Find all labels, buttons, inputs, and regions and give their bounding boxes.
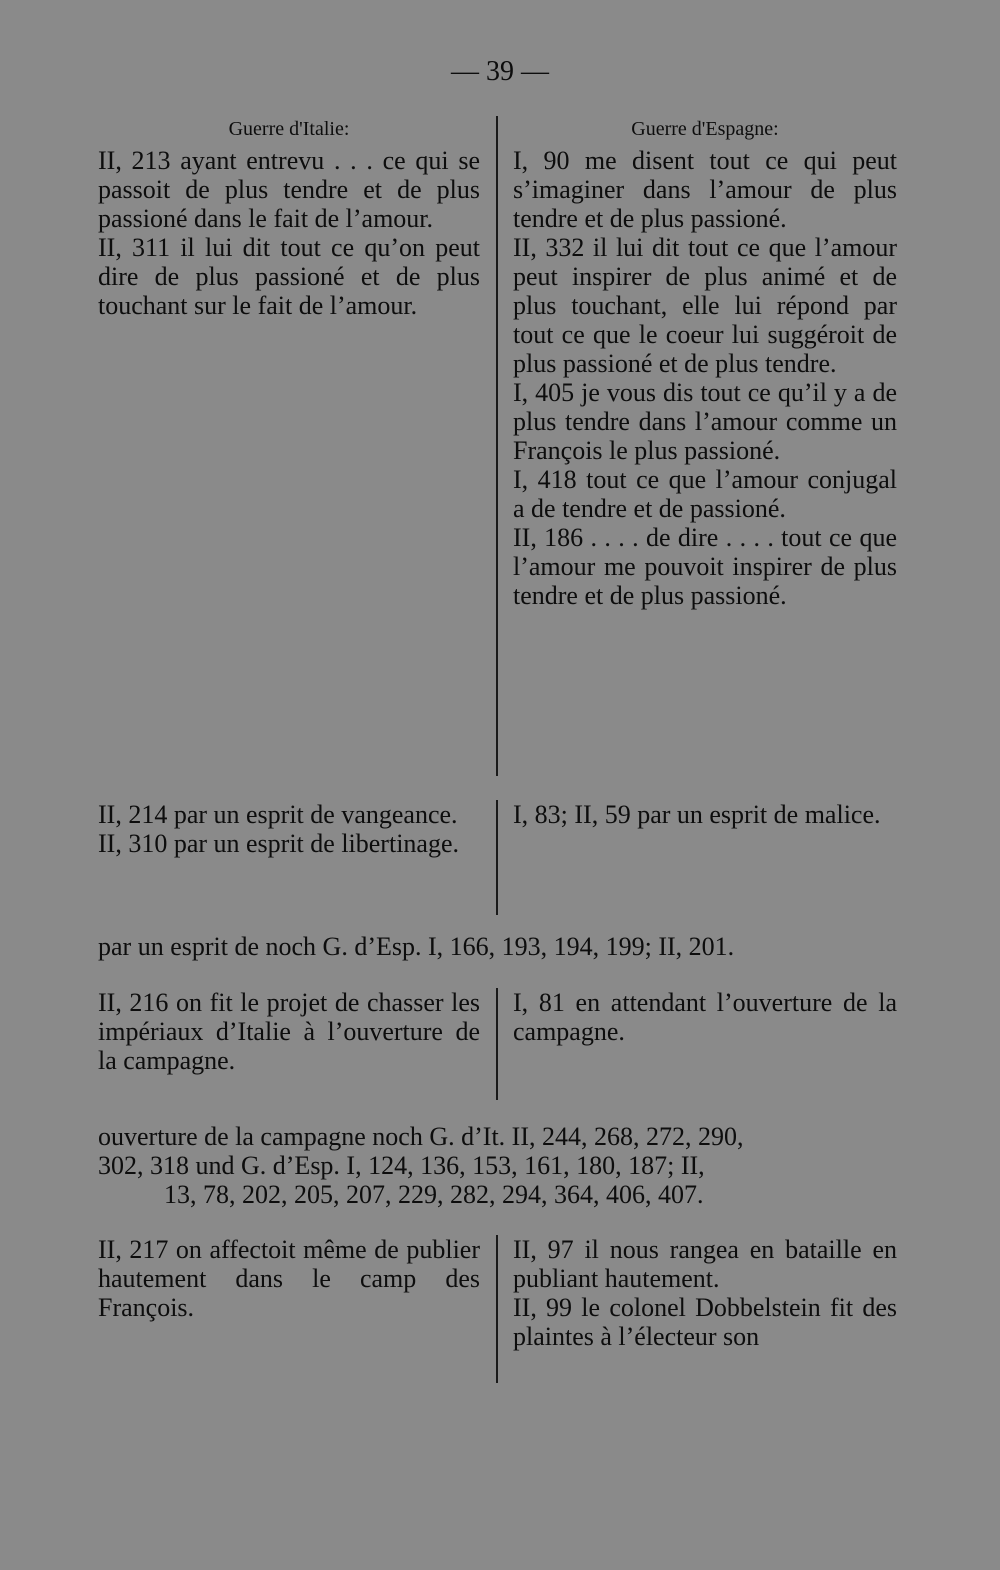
entry: I, 81 en attendant l’ouverture de la campagne.: [513, 988, 897, 1046]
right-column: [513, 1235, 897, 1351]
right-column: [513, 116, 897, 610]
column-heading-italie: Guerre d'Italie:: [228, 118, 350, 140]
note-line: 302, 318 und G. d’Esp. I, 124, 136, 153, 161, 180, 187; II,: [98, 1151, 705, 1180]
right-column: [513, 800, 897, 829]
entry: II, 311 il lui dit tout ce qu’on peut dire de plus passioné et de plus touchant sur le fait de l’amour.: [98, 233, 480, 320]
entry: I, 418 tout ce que l’amour conjugal a de tendre et de passioné.: [513, 465, 897, 523]
right-column: [513, 988, 897, 1046]
page-number: — 39 —: [451, 56, 549, 87]
entry: II, 214 par un esprit de vangeance.: [98, 800, 458, 829]
left-column: [98, 800, 480, 858]
section-publier: [98, 1235, 898, 1383]
column-divider: [496, 988, 498, 1100]
entry: II, 99 le colonel Dobbelstein fit des plaintes à l’électeur son: [513, 1293, 897, 1351]
section-esprit: [98, 800, 898, 915]
entry: II, 213 ayant entrevu . . . ce qui se passoit de plus tendre et de plus passioné dans le fait de l’amour.: [98, 146, 480, 233]
left-column: [98, 1235, 480, 1322]
entry: I, 83; II, 59 par un esprit de malice.: [513, 800, 881, 829]
note-line: ouverture de la campagne noch G. d’It. II, 244, 268, 272, 290,: [98, 1122, 744, 1151]
section-amour: [98, 116, 898, 776]
cross-reference-note: par un esprit de noch G. d’Esp. I, 166, 193, 194, 199; II, 201.: [98, 932, 735, 961]
entry: II, 97 il nous rangea en bataille en publiant hautement.: [513, 1235, 897, 1293]
column-divider: [496, 1235, 498, 1383]
entry: II, 332 il lui dit tout ce que l’amour peut inspirer de plus animé et de plus touchant, elle lui répond par tout ce que le coeur lui suggéroit de plus passioné et de plus tendre.: [513, 233, 897, 378]
entry: II, 216 on fit le projet de chasser les impériaux d’Italie à l’ouverture de la campagne.: [98, 988, 480, 1075]
entry: II, 186 . . . . de dire . . . . tout ce que l’amour me pouvoit inspirer de plus tendre et de plus passioné.: [513, 523, 897, 610]
section-ouverture: [98, 988, 898, 1100]
left-column: [98, 988, 480, 1075]
column-heading-espagne: Guerre d'Espagne:: [631, 118, 779, 140]
entry: II, 217 on affectoit même de publier hautement dans le camp des François.: [98, 1235, 480, 1322]
entry: I, 405 je vous dis tout ce qu’il y a de plus tendre dans l’amour comme un François le plus passioné.: [513, 378, 897, 465]
left-column: [98, 116, 480, 320]
entry: II, 310 par un esprit de libertinage.: [98, 829, 459, 858]
column-divider: [496, 116, 498, 776]
cross-reference-note: [98, 1122, 898, 1209]
entry: I, 90 me disent tout ce qui peut s’imaginer dans l’amour de plus tendre et de plus passioné.: [513, 146, 897, 233]
note-line: 13, 78, 202, 205, 207, 229, 282, 294, 364, 406, 407.: [164, 1180, 704, 1209]
column-divider: [496, 800, 498, 915]
